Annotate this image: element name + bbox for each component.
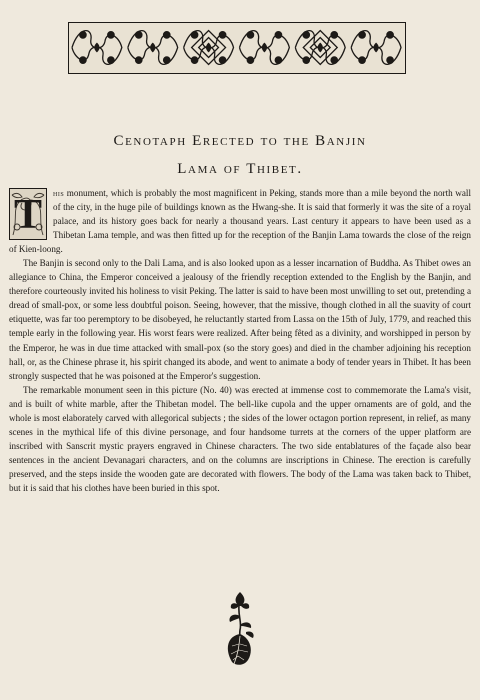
page-title-line-2: Lama of Thibet. bbox=[177, 161, 303, 177]
dropcap-letter: T bbox=[13, 192, 42, 238]
paragraph-1-opening: his bbox=[53, 188, 65, 198]
paragraph-1-text: monument, which is probably the most magnificent in Peking, stands more than a mile beyond the north wall of the city, in the huge pile of buildings known as the Hwang-she. It is said that formerly it was the site of a royal palace, and its history goes back for nearly a thousand years. Last century it appears to have been used as a Thibetan Lama temple, and was then fitted up for the reception of the Banjin Lama towards the close of the reign of Kien-loong. bbox=[9, 188, 471, 255]
page-title-line-1: Cenotaph Erected to the Banjin bbox=[113, 133, 367, 149]
article-body bbox=[9, 186, 471, 495]
paragraph-2: The Banjin is second only to the Dali Lama, and is also looked upon as a lesser incarnation of Buddha. As Thibet owes an allegiance to China, the Emperor conceived a jealousy of the friendly reception extended to the English by the Banjin, and therefore courteously invited his holiness to visit Peking. The latter is said to have been most unwilling to set out, pretending a dread of small-pox, or some less doubtful poison. Seeing, however, that the missive, though clothed in all the suavity of court etiquette, was far too peremptory to be disobeyed, he reluctantly started from Lassa on the 15th of July, 1779, and reached this temple early in the following year. His worst fears were realized. After being fêted as a divinity, and worshipped in person by the Emperor, he was in due time attacked with small-pox (so the story goes) and died in the chamber adjoining his reception hall, or, as the Chinese phrase it, his spirit changed its abode, and went to animate a body of tender years in Thibet. It has been strongly suspected that he was poisoned at the Emperor's suggestion. bbox=[9, 258, 471, 381]
paragraph-3: The remarkable monument seen in this picture (No. 40) was erected at immense cost to commemorate the Lama's visit, and is built of white marble, after the Thibetan model. The bell-like cupola and the upper ornaments are of gold, and the whole is most elaborately carved with allegorical subjects ; the sides of the lower octagon portion represent, in relief, as many scenes in the mythical life of this divine personage, and four handsome turrets at the corners of the upper platform are inscribed with Sanscrit mystic prayers engraved in Chinese characters. The two side entablatures of the façade also bear sentences in the ancient Devanagari characters, and on the columns are inscriptions in Chinese. The erection is carefully preserved, and the steps inside the wooden gate are decorated with flowers. The body of the Lama was taken back to Thibet, but it is said that his clothes have been buried in this spot. bbox=[9, 384, 471, 493]
floral-headpiece-ornament-icon bbox=[68, 22, 406, 74]
ornamental-initial-icon bbox=[9, 188, 47, 240]
paragraph-1 bbox=[9, 186, 471, 256]
floral-sprig-tailpiece-icon bbox=[222, 590, 258, 673]
